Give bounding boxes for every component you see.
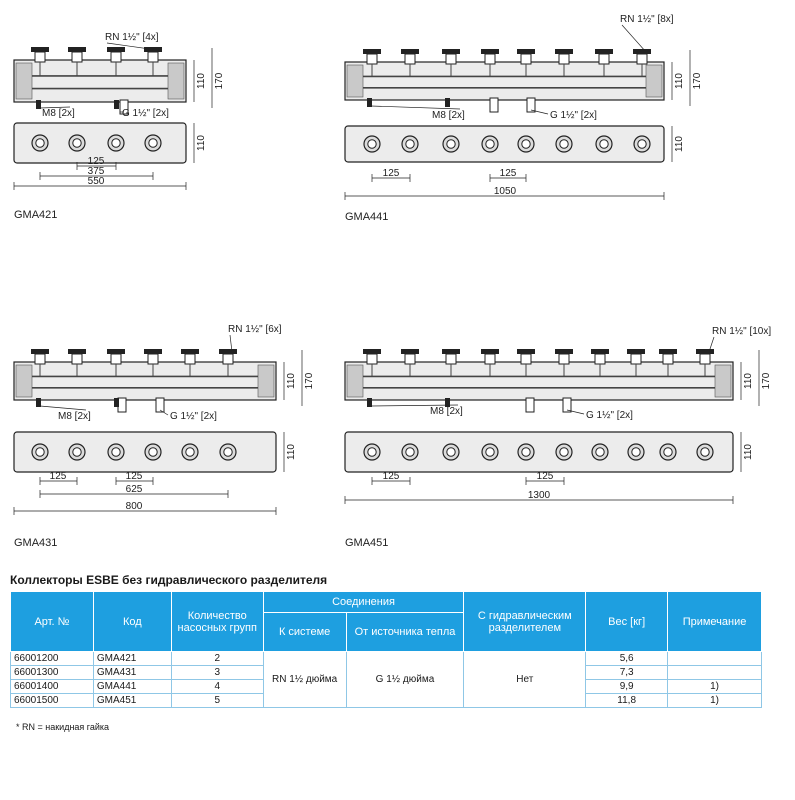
dim-height-small: 110: [196, 73, 207, 89]
cell-groups: 5: [171, 694, 263, 708]
inlet-pipe: [490, 98, 498, 112]
cell-to-system: RN 1½ дюйма: [263, 652, 346, 708]
port-inner-icon: [447, 448, 455, 456]
nipple: [72, 354, 82, 364]
dimension-value: 125: [87, 156, 105, 167]
cell-from-source: G 1½ дюйма: [346, 652, 464, 708]
inlet-pipe: [526, 398, 534, 412]
cell-groups: 2: [171, 652, 263, 666]
inlet-pipe: [563, 398, 571, 412]
dim-height-large: 170: [214, 72, 225, 90]
port-inner-icon: [186, 448, 194, 456]
cell-art: 66001400: [11, 680, 94, 694]
port-inner-icon: [638, 140, 646, 148]
manifold-body-top: [345, 62, 664, 100]
union-nut-icon: [481, 49, 499, 54]
dim-height-large: 170: [304, 372, 315, 390]
union-nut-icon: [659, 349, 677, 354]
header-from-source: От источника тепла: [346, 613, 464, 652]
port-inner-icon: [149, 139, 157, 147]
union-nut-icon: [144, 349, 162, 354]
mount-bolt-icon: [114, 398, 119, 407]
end-cap-left: [347, 65, 363, 97]
cell-groups: 3: [171, 666, 263, 680]
end-cap-right: [258, 365, 274, 397]
cell-separator: Нет: [464, 652, 586, 708]
dim-front-height: 110: [196, 135, 207, 151]
manifold-body-top: [345, 362, 733, 400]
manifold-body-front: [345, 126, 664, 162]
leader-line: [40, 406, 86, 410]
port-inner-icon: [224, 448, 232, 456]
nipple: [111, 354, 121, 364]
union-nut-icon: [555, 349, 573, 354]
model-name: GMA441: [345, 211, 389, 223]
nipple: [521, 54, 531, 64]
nipple: [485, 54, 495, 64]
inlet-pipe: [527, 98, 535, 112]
connector-label: RN 1½" [10x]: [712, 326, 772, 337]
dimension-value: 800: [125, 501, 143, 512]
nipple: [35, 52, 45, 62]
port-inner-icon: [406, 140, 414, 148]
nipple: [405, 354, 415, 364]
port-inner-icon: [36, 139, 44, 147]
union-nut-icon: [68, 47, 86, 52]
table-row: [11, 652, 762, 666]
dimension-value: 1300: [527, 490, 551, 501]
union-nut-icon: [595, 49, 613, 54]
union-nut-icon: [442, 349, 460, 354]
union-nut-icon: [107, 47, 125, 52]
dim-height-large: 170: [692, 72, 703, 90]
union-nut-icon: [68, 349, 86, 354]
nipple: [148, 354, 158, 364]
inlet-pipe: [118, 398, 126, 412]
gma421-drawing: [14, 32, 225, 221]
g-label: G 1½" [2x]: [550, 110, 597, 121]
union-nut-icon: [107, 349, 125, 354]
header-separator: С гидравлическим разделителем: [464, 592, 586, 652]
connector-label: RN 1½" [4x]: [105, 32, 159, 43]
port-inner-icon: [486, 448, 494, 456]
port-inner-icon: [447, 140, 455, 148]
dim-height-small: 110: [286, 373, 297, 389]
cell-weight: 7,3: [586, 666, 668, 680]
union-nut-icon: [696, 349, 714, 354]
nipple: [663, 354, 673, 364]
mount-bolt-icon: [114, 100, 119, 109]
cell-code: GMA451: [93, 694, 171, 708]
end-cap-left: [347, 365, 363, 397]
cell-code: GMA431: [93, 666, 171, 680]
union-nut-icon: [442, 49, 460, 54]
dimension-value: 125: [49, 471, 67, 482]
dim-front-height: 110: [743, 444, 754, 460]
end-cap-right: [715, 365, 731, 397]
port-inner-icon: [560, 448, 568, 456]
nipple: [446, 354, 456, 364]
dim-height-small: 110: [674, 73, 685, 89]
union-nut-icon: [31, 47, 49, 52]
cell-note: 1): [668, 680, 762, 694]
g-label: G 1½" [2x]: [586, 410, 633, 421]
header-weight: Вес [кг]: [586, 592, 668, 652]
dimension-value: 375: [87, 166, 105, 177]
end-cap-left: [16, 63, 32, 99]
g-label: G 1½" [2x]: [122, 108, 169, 119]
port-inner-icon: [73, 448, 81, 456]
nipple: [559, 354, 569, 364]
union-nut-icon: [401, 349, 419, 354]
nipple: [446, 54, 456, 64]
mount-bolt-icon: [445, 98, 450, 107]
port-inner-icon: [112, 448, 120, 456]
gma441-drawing: [345, 14, 703, 223]
end-cap-right: [168, 63, 184, 99]
nipple: [637, 54, 647, 64]
dimension-value: 125: [125, 471, 143, 482]
port-inner-icon: [73, 139, 81, 147]
end-cap-right: [646, 65, 662, 97]
port-inner-icon: [149, 448, 157, 456]
header-note: Примечание: [668, 592, 762, 652]
nipple: [111, 52, 121, 62]
gma451-drawing: [345, 326, 772, 549]
dim-height-small: 110: [743, 373, 754, 389]
m8-label: M8 [2x]: [432, 110, 465, 121]
cell-code: GMA421: [93, 652, 171, 666]
dim-front-height: 110: [674, 136, 685, 152]
header-connections: Соединения: [263, 592, 464, 613]
cell-groups: 4: [171, 680, 263, 694]
nipple: [367, 354, 377, 364]
header-groups: Количество насосных групп: [171, 592, 263, 652]
model-name: GMA451: [345, 537, 389, 549]
port-inner-icon: [486, 140, 494, 148]
union-nut-icon: [363, 349, 381, 354]
union-nut-icon: [627, 349, 645, 354]
union-nut-icon: [481, 349, 499, 354]
cell-art: 66001300: [11, 666, 94, 680]
nipple: [559, 54, 569, 64]
dimension-value: 125: [499, 168, 517, 179]
cell-note: 1): [668, 694, 762, 708]
nipple: [595, 354, 605, 364]
port-inner-icon: [368, 448, 376, 456]
port-inner-icon: [560, 140, 568, 148]
nipple: [485, 354, 495, 364]
union-nut-icon: [517, 49, 535, 54]
gma431-drawing: [14, 324, 315, 549]
dim-front-height: 110: [286, 444, 297, 460]
union-nut-icon: [31, 349, 49, 354]
port-inner-icon: [112, 139, 120, 147]
nipple: [521, 354, 531, 364]
port-inner-icon: [406, 448, 414, 456]
m8-label: M8 [2x]: [430, 406, 463, 417]
cell-weight: 9,9: [586, 680, 668, 694]
footnote: * RN = накидная гайка: [16, 722, 110, 732]
port-inner-icon: [36, 448, 44, 456]
dimension-value: 550: [87, 176, 105, 187]
cell-weight: 5,6: [586, 652, 668, 666]
nipple: [405, 54, 415, 64]
connector-label: RN 1½" [6x]: [228, 324, 282, 335]
dimension-value: 1050: [493, 186, 517, 197]
port-inner-icon: [600, 140, 608, 148]
port-inner-icon: [522, 140, 530, 148]
inlet-pipe: [156, 398, 164, 412]
mount-bolt-icon: [36, 398, 41, 407]
spec-table: [10, 591, 762, 708]
cell-art: 66001500: [11, 694, 94, 708]
cell-weight: 11,8: [586, 694, 668, 708]
port-inner-icon: [596, 448, 604, 456]
leader-line: [622, 25, 646, 52]
model-name: GMA421: [14, 209, 58, 221]
nipple: [35, 354, 45, 364]
header-to-system: К системе: [263, 613, 346, 652]
union-nut-icon: [219, 349, 237, 354]
nipple: [599, 54, 609, 64]
union-nut-icon: [591, 349, 609, 354]
dimension-value: 125: [382, 471, 400, 482]
mount-bolt-icon: [367, 98, 372, 107]
union-nut-icon: [363, 49, 381, 54]
port-inner-icon: [664, 448, 672, 456]
nipple: [185, 354, 195, 364]
m8-label: M8 [2x]: [58, 411, 91, 422]
port-inner-icon: [632, 448, 640, 456]
nipple: [700, 354, 710, 364]
dim-height-large: 170: [761, 372, 772, 390]
table-title: Коллекторы ESBE без гидравлического разделителя: [10, 573, 328, 587]
port-inner-icon: [368, 140, 376, 148]
cell-art: 66001200: [11, 652, 94, 666]
dimension-value: 125: [382, 168, 400, 179]
port-inner-icon: [701, 448, 709, 456]
nipple: [148, 52, 158, 62]
union-nut-icon: [555, 49, 573, 54]
nipple: [367, 54, 377, 64]
union-nut-icon: [633, 49, 651, 54]
end-cap-left: [16, 365, 32, 397]
union-nut-icon: [401, 49, 419, 54]
nipple: [223, 354, 233, 364]
union-nut-icon: [517, 349, 535, 354]
model-name: GMA431: [14, 537, 58, 549]
m8-label: M8 [2x]: [42, 108, 75, 119]
header-code: Код: [93, 592, 171, 652]
cell-code: GMA441: [93, 680, 171, 694]
cell-note: [668, 652, 762, 666]
union-nut-icon: [181, 349, 199, 354]
dimension-value: 625: [125, 484, 143, 495]
cell-note: [668, 666, 762, 680]
connector-label: RN 1½" [8x]: [620, 14, 674, 25]
g-label: G 1½" [2x]: [170, 411, 217, 422]
header-art: Арт. №: [11, 592, 94, 652]
nipple: [631, 354, 641, 364]
manifold-body-top: [14, 362, 276, 400]
nipple: [72, 52, 82, 62]
port-inner-icon: [522, 448, 530, 456]
dimension-value: 125: [536, 471, 554, 482]
